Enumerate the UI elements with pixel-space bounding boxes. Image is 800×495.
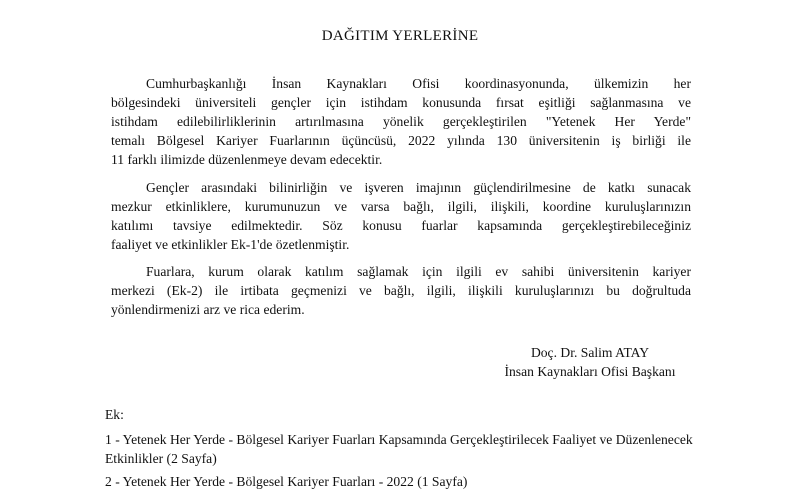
paragraph-line: temalı Bölgesel Kariyer Fuarlarının üçüncüsü, 2022 yılında 130 üniversitenin iş birliği ile <box>111 133 691 148</box>
paragraph-3 <box>111 262 691 319</box>
paragraph-line: katılımı tavsiye edilmektedir. Söz konusu fuarlar kapsamında gerçekleştirebileceğiniz <box>111 218 691 233</box>
paragraph-line: Fuarlara, kurum olarak katılım sağlamak için ilgili ev sahibi üniversitenin kariyer <box>146 264 691 279</box>
signature-block <box>480 343 700 381</box>
paragraph-1 <box>111 74 691 169</box>
attachments-list <box>105 405 705 495</box>
paragraph-line: mezkur etkinliklere, kurumunuzun ve varsa bağlı, ilgili, ilişkili, koordine kuruluşlarınızın <box>111 199 691 214</box>
paragraph-line: bölgesindeki üniversiteli gençler için istihdam konusunda fırsat eşitliği sağlanmasına ve <box>111 95 691 110</box>
signatory-position: İnsan Kaynakları Ofisi Başkanı <box>504 364 676 379</box>
paragraph-line: 11 farklı ilimizde düzenlenmeye devam edecektir. <box>111 152 383 167</box>
paragraph-line: merkezi (Ek-2) ile irtibata geçmenizi ve bağlı, ilgili, ilişkili kuruluşlarınızı bu doğrultuda <box>111 283 691 298</box>
attachment-item: 1 - Yetenek Her Yerde - Bölgesel Kariyer Fuarları Kapsamında Gerçekleştirilecek Faaliyet ve Düzenlenecek Etkinlikler (2 Sayfa) <box>105 432 693 466</box>
paragraph-line: yönlendirmenizi arz ve rica ederim. <box>111 302 305 317</box>
page-title: DAĞITIM YERLERİNE <box>321 28 479 44</box>
paragraph-line: Cumhurbaşkanlığı İnsan Kaynakları Ofisi koordinasyonunda, ülkemizin her <box>146 76 691 91</box>
paragraph-line: istihdam edilebilirliklerinin artırılmasına yönelik gerçekleştirilen "Yetenek Her Yerde" <box>111 114 691 129</box>
paragraph-line: Gençler arasındaki bilinirliğin ve işveren imajının güçlendirilmesine de katkı sunacak <box>146 180 691 195</box>
attachment-item: 2 - Yetenek Her Yerde - Bölgesel Kariyer Fuarları - 2022 (1 Sayfa) <box>105 474 468 489</box>
paragraph-2 <box>111 178 691 254</box>
paragraph-line: faaliyet ve etkinlikler Ek-1'de özetlenmiştir. <box>111 237 350 252</box>
attachments-heading: Ek: <box>105 407 124 422</box>
signatory-name: Doç. Dr. Salim ATAY <box>530 345 650 360</box>
